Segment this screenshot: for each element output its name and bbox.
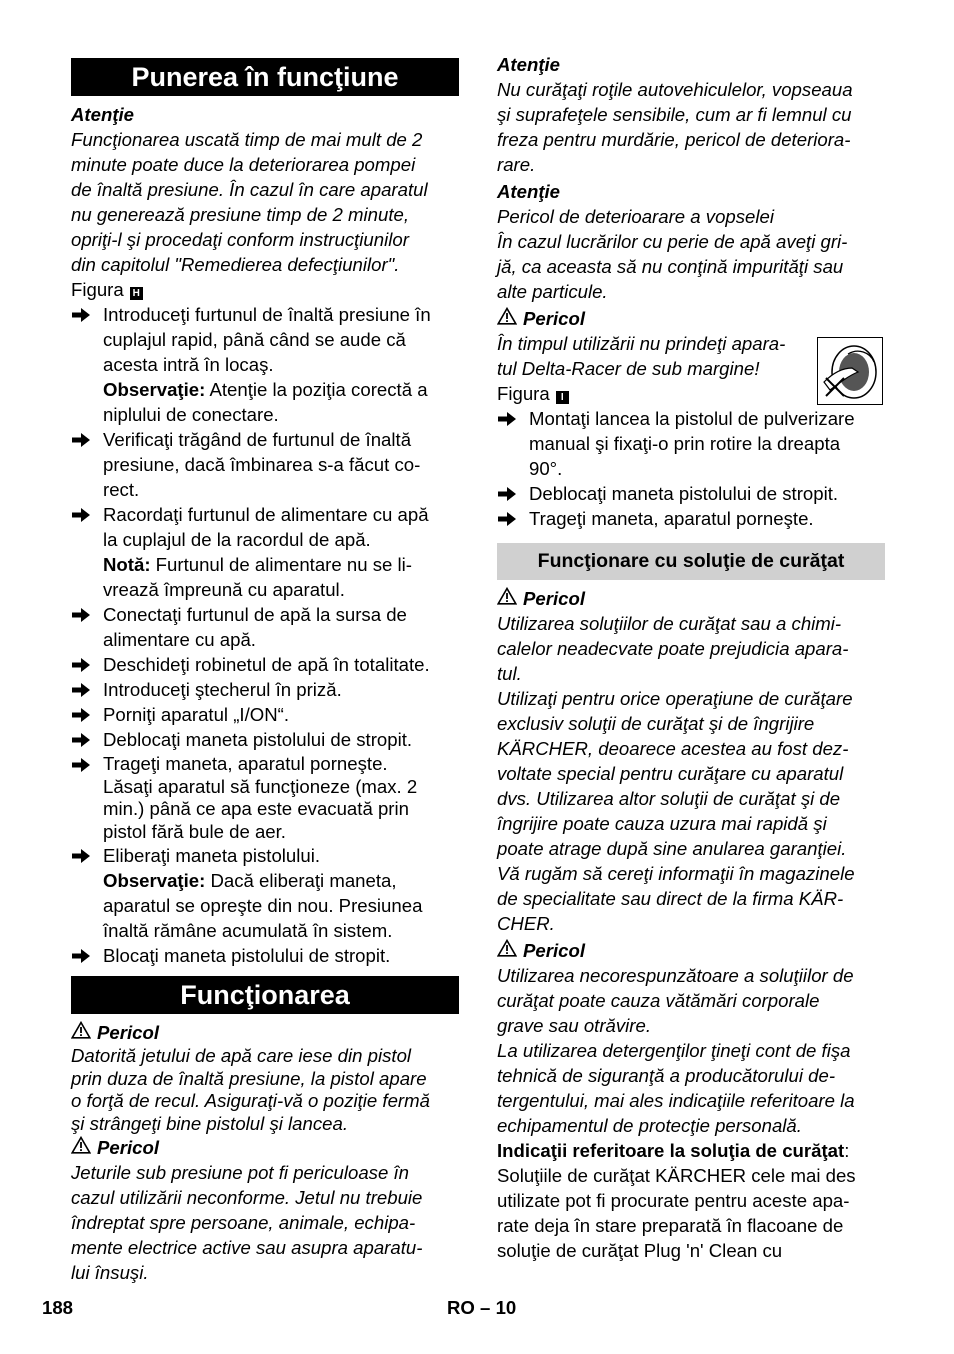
atentie-text-3: Pericol de deterioarare a vopselei În cazul lucrărilor cu perie de apă aveţi gri- jă, ca aceasta să nu conţină impurităţi sau alte particule.: [497, 206, 848, 302]
arrow-right-icon: [497, 506, 519, 531]
arrow-right-icon: [71, 752, 93, 777]
arrow-right-icon: [71, 302, 93, 327]
pericol-text-3: În timpul utilizării nu prindeţi apara- tul Delta-Racer de sub margine!: [497, 333, 786, 379]
warning-triangle-icon: [497, 587, 517, 607]
step-item: Racordaţi furtunul de alimentare cu apă la cuplajul de la racordul de apă.: [71, 502, 459, 552]
pericol-text-1: Datorită jetului de apă care iese din pistol prin duza de înaltă presiune, la pistol apare o forţă de recul. Asiguraţi-vă o poziţie fermă şi strângeţi bine pistolul şi lancea.: [71, 1045, 430, 1134]
pericol-heading-3: Pericol: [497, 306, 885, 331]
indicatii-solutie: Indicaţii referitoare la soluţia de curăţat: Soluţiile de curăţat KÄRCHER cele mai des utilizate pot fi procurate pentru aceste apa- rate deja în stare preparată în flacoane de soluţie de curăţat Plug 'n' Clean cu: [497, 1140, 856, 1261]
pericol-text-5: Utilizarea necorespunzătoare a soluţiilor de curăţat poate cauza vătămări corporale grave sau otrăvire. La utilizarea detergenţilor ţineţi cont de fişa tehnică de siguranţă a producătorului de- tergentului, mai ales indicaţiile referitoare la echipamentul de protecţie personală.: [497, 965, 855, 1136]
arrow-right-icon: [71, 502, 93, 527]
step-item: Montaţi lancea la pistolul de pulverizare manual şi fixaţi-o prin rotire la dreapta 90°.: [497, 406, 885, 481]
arrow-right-icon: [497, 406, 519, 431]
step-item: Trageţi maneta, aparatul porneşte.: [497, 506, 885, 531]
pericol-heading-5: Pericol: [497, 938, 885, 963]
step-item: Introduceţi furtunul de înaltă presiune în cuplajul rapid, până când se aude că acesta intră în locaş.: [71, 302, 459, 377]
pericol-text-4: Utilizarea soluţiilor de curăţat sau a chimi- calelor neadecvate poate prejudicia apara- tul. Utilizaţi pentru orice operaţiune de curăţare exclusiv soluţii de curăţat şi de îngrijire KÄRCHER, deoarece acestea au fost dez- voltate special pentru curăţare cu aparatul dvs. Utilizarea altor soluţii de curăţat şi de îngrijire poate cauza uzura mai rapidă şi poate atrage după sine anularea garanţiei. Vă rugăm să cereţi informaţii în magazinele de specialitate sau direct de la firma KÄR- CHER.: [497, 613, 855, 934]
atentie-text-2: Nu curăţaţi roţile autovehiculelor, vopseaua şi suprafeţele sensibile, cum ar fi lemnul cu freza pentru murdărie, pericol de deteriora- rare.: [497, 79, 853, 175]
warning-triangle-icon: [497, 939, 517, 959]
pericol-text-2: Jeturile sub presiune pot fi periculoase în cazul utilizării neconforme. Jetul nu trebuie îndreptat spre persoane, animale, echipa- mente electrice active sau asupra aparatu- lui însuşi.: [71, 1162, 423, 1283]
atentie-heading-1: Atenţie: [71, 104, 135, 125]
language-page-code: RO – 10: [447, 1297, 517, 1318]
warning-triangle-icon: [497, 307, 517, 327]
figure-letter-badge: H: [130, 287, 143, 300]
pericol-heading-4: Pericol: [497, 586, 885, 611]
step-item: Deblocaţi maneta pistolului de stropit.: [71, 727, 459, 752]
right-column: [497, 52, 885, 1263]
step-item: Trageţi maneta, aparatul porneşte. Lăsaţi aparatul să funcţioneze (max. 2 min.) până ce apa este evacuată prin pistol fără bule de aer.: [71, 752, 459, 843]
arrow-right-icon: [71, 602, 93, 627]
step-item: Conectaţi furtunul de apă la sursa de alimentare cu apă.: [71, 602, 459, 652]
figure-letter-badge: I: [556, 391, 569, 404]
step-item: Eliberaţi maneta pistolului.: [71, 843, 459, 868]
note-observatie-1: Observaţie: Atenţie la poziţia corectă a niplului de conectare.: [103, 379, 428, 425]
atentie-heading-2: Atenţie: [497, 54, 561, 75]
arrow-right-icon: [71, 727, 93, 752]
page-number: 188: [42, 1297, 74, 1318]
arrow-right-icon: [71, 702, 93, 727]
step-item: Blocaţi maneta pistolului de stropit.: [71, 943, 459, 968]
arrow-right-icon: [71, 843, 93, 868]
section-heading-punerea: Punerea în funcţiune: [71, 58, 459, 96]
atentie-heading-3: Atenţie: [497, 181, 561, 202]
arrow-right-icon: [71, 677, 93, 702]
pericol-heading-2: Pericol: [71, 1135, 459, 1160]
step-item: Deblocaţi maneta pistolului de stropit.: [497, 481, 885, 506]
arrow-right-icon: [71, 427, 93, 452]
note-observatie-2: Observaţie: Dacă eliberaţi maneta, aparatul se opreşte din nou. Presiunea înaltă rămâne acumulată în sistem.: [103, 870, 423, 941]
arrow-right-icon: [71, 652, 93, 677]
section-heading-functionarea: Funcţionarea: [71, 976, 459, 1014]
delta-racer-warning-illustration: [817, 337, 883, 405]
arrow-right-icon: [71, 943, 93, 968]
step-item: Deschideţi robinetul de apă în totalitate.: [71, 652, 459, 677]
warning-triangle-icon: [71, 1021, 91, 1041]
warning-triangle-icon: [71, 1136, 91, 1156]
section-heading-solutie: Funcţionare cu soluţie de curăţat: [497, 543, 885, 580]
pericol-heading-1: Pericol: [71, 1020, 459, 1045]
left-column: [71, 52, 459, 1285]
figura-reference-i: Figura I: [497, 381, 885, 406]
note-nota: Notă: Furtunul de alimentare nu se li- vrează împreună cu aparatul.: [103, 554, 412, 600]
step-item: Verificaţi trăgând de furtunul de înaltă presiune, dacă îmbinarea s-a făcut co- rect.: [71, 427, 459, 502]
step-item: Porniţi aparatul „I/ON“.: [71, 702, 459, 727]
figura-reference-h: Figura H: [71, 277, 459, 302]
atentie-text-1: Funcţionarea uscată timp de mai mult de 2 minute poate duce la deteriorarea pompei de înaltă presiune. În cazul în care aparatul nu generează presiune timp de 2 minute, opriţi-l şi procedaţi conform instrucţiunilor din capitolul "Remedierea defecţiunilor".: [71, 129, 428, 275]
step-item: Introduceţi ştecherul în priză.: [71, 677, 459, 702]
arrow-right-icon: [497, 481, 519, 506]
